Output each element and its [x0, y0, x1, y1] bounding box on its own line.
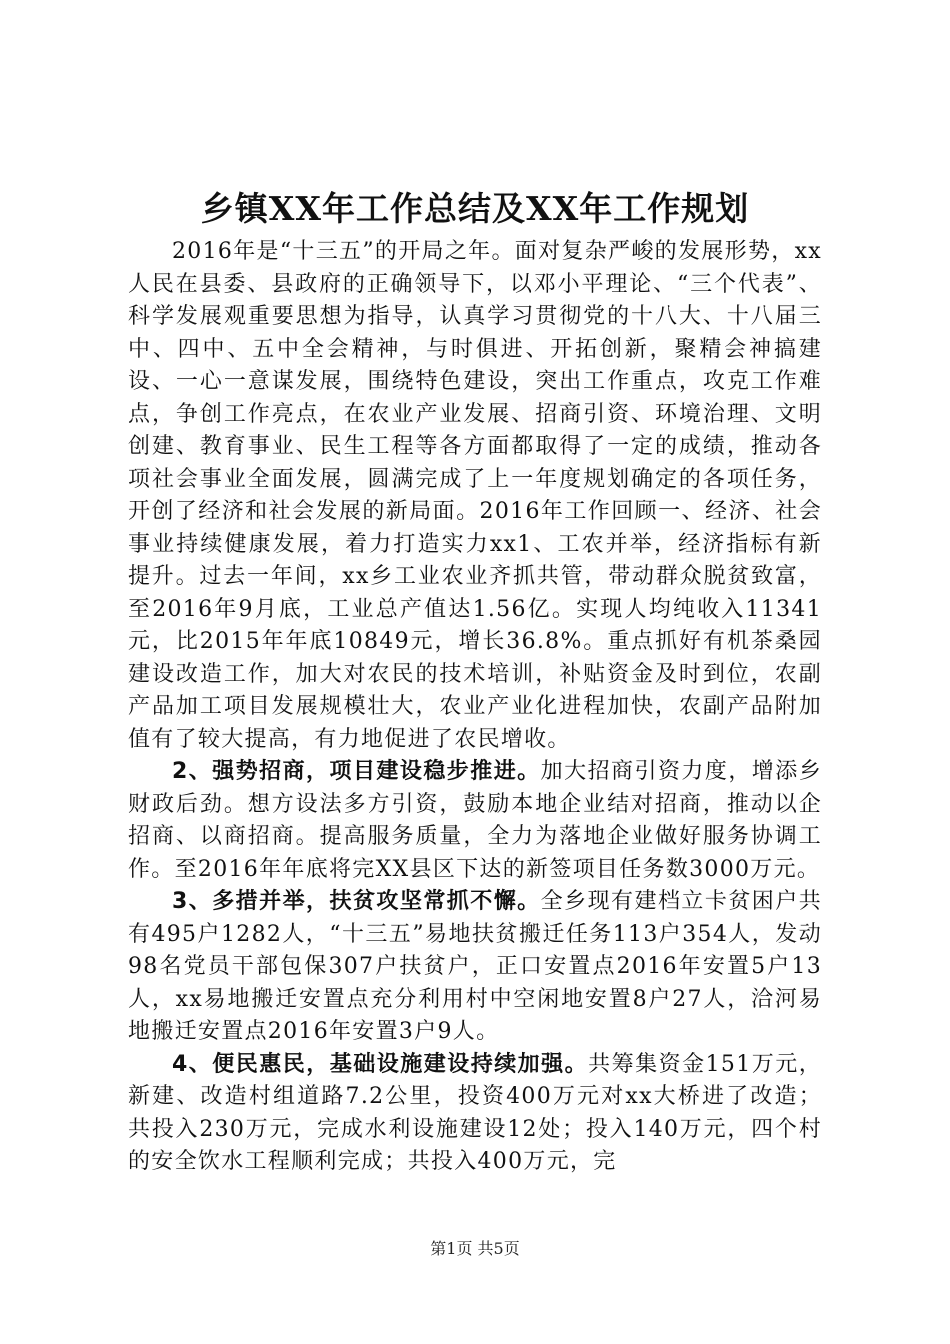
paragraph-3-lead: 3、多措并举，扶贫攻坚常抓不懈。: [172, 889, 541, 914]
paragraph-4: [128, 1049, 822, 1179]
paragraph-2: [128, 756, 822, 886]
paragraph-3: [128, 886, 822, 1049]
document-body: [128, 236, 822, 1179]
paragraph-4-text: 共筹集资金151万元，新建、改造村组道路7.2公里，投资400万元对xx大桥进了改造；共投入230万元，完成水利设施建设12处；投入140万元，四个村的安全饮水工程顺利完成；共投入400万元，完: [128, 1051, 822, 1174]
paragraph-1-text: 2016年是“十三五”的开局之年。面对复杂严峻的发展形势，xx人民在县委、县政府的正确领导下，以邓小平理论、“三个代表”、科学发展观重要思想为指导，认真学习贯彻党的十八大、十八届三中、四中、五中全会精神，与时俱进、开拓创新，聚精会神搞建设、一心一意谋发展，围绕特色建设，突出工作重点，攻克工作难点，争创工作亮点，在农业产业发展、招商引资、环境治理、文明创建、教育事业、民生工程等各方面都取得了一定的成绩，推动各项社会事业全面发展，圆满完成了上一年度规划确定的各项任务，开创了经济和社会发展的新局面。2016年工作回顾一、经济、社会事业持续健康发展，着力打造实力xx1、工农并举，经济指标有新提升。过去一年间，xx乡工业农业齐抓共管，带动群众脱贫致富，至2016年9月底，工业总产值达1.56亿。实现人均纯收入11341元，比2015年年底10849元，增长36.8%。重点抓好有机茶桑园建设改造工作，加大对农民的技术培训，补贴资金及时到位，农副产品加工项目发展规模壮大，农业产业化进程加快，农副产品附加值有了较大提高，有力地促进了农民增收。: [128, 239, 822, 752]
paragraph-3-text: 全乡现有建档立卡贫困户共有495户1282人，“十三五”易地扶贫搬迁任务113户354人，发动98名党员干部包保307户扶贫户，正口安置点2016年安置5户13人，xx易地搬迁安置点充分利用村中空闲地安置8户27人，洽河易地搬迁安置点2016年安置3户9人。: [128, 889, 823, 1044]
paragraph-2-text: 加大招商引资力度，增添乡财政后劲。想方设法多方引资，鼓励本地企业结对招商，推动以企招商、以商招商。提高服务质量，全力为落地企业做好服务协调工作。至2016年年底将完XX县区下达的新签项目任务数3000万元。: [128, 759, 823, 882]
page-footer: 第1页 共5页: [430, 1239, 520, 1258]
document-title: 乡镇XX年工作总结及XX年工作规划: [200, 189, 750, 228]
paragraph-4-lead: 4、便民惠民，基础设施建设持续加强。: [172, 1051, 589, 1077]
paragraph-1: [128, 236, 822, 756]
paragraph-2-lead: 2、强势招商，项目建设稳步推进。: [172, 759, 541, 784]
